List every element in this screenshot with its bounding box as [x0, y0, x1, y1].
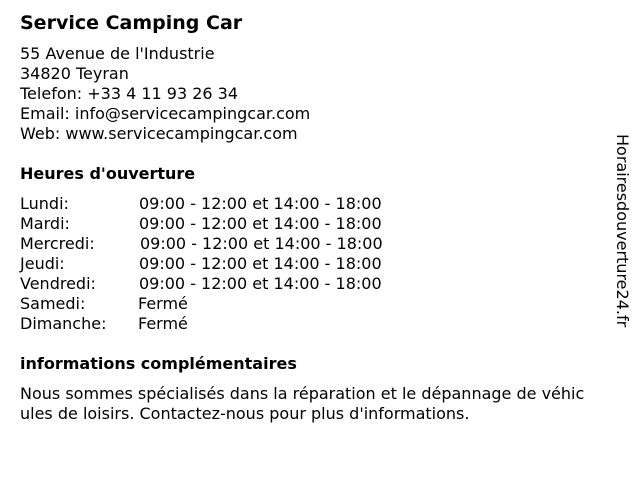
day-hours: 09:00 - 12:00 et 14:00 - 18:00 [139, 254, 382, 273]
side-brand-text: Horairesdouverture24.fr [613, 134, 632, 328]
day-label: Mercredi: [20, 234, 95, 253]
day-hours: 09:00 - 12:00 et 14:00 - 18:00 [139, 194, 382, 213]
day-label: Mardi: [20, 214, 70, 233]
website-link[interactable]: Web: www.servicecampingcar.com [20, 124, 298, 143]
phone-number[interactable]: Telefon: +33 4 11 93 26 34 [20, 84, 239, 103]
day-label: Lundi: [20, 194, 69, 213]
additional-info-heading: informations complémentaires [20, 354, 297, 373]
email-address[interactable]: Email: info@servicecampingcar.com [20, 104, 311, 123]
opening-hours-heading: Heures d'ouverture [20, 164, 196, 183]
business-name: Service Camping Car [20, 12, 243, 34]
address-street: 55 Avenue de l'Industrie [20, 44, 215, 63]
day-hours: Fermé [138, 294, 188, 313]
day-hours: Fermé [138, 314, 188, 333]
additional-info-text: Nous sommes spécialisés dans la réparation et le dépannage de véhicules de loisirs. Contactez-nous pour plus d'informations. [20, 384, 585, 423]
day-label: Dimanche: [20, 314, 107, 333]
side-brand-watermark [612, 134, 632, 346]
address-city: 34820 Teyran [20, 64, 129, 83]
day-hours: 09:00 - 12:00 et 14:00 - 18:00 [139, 274, 382, 293]
contact-block [20, 44, 310, 144]
day-hours: 09:00 - 12:00 et 14:00 - 18:00 [140, 234, 383, 253]
day-label: Vendredi: [20, 274, 96, 293]
day-label: Jeudi: [20, 254, 65, 273]
day-label: Samedi: [20, 294, 86, 313]
day-hours: 09:00 - 12:00 et 14:00 - 18:00 [139, 214, 382, 233]
